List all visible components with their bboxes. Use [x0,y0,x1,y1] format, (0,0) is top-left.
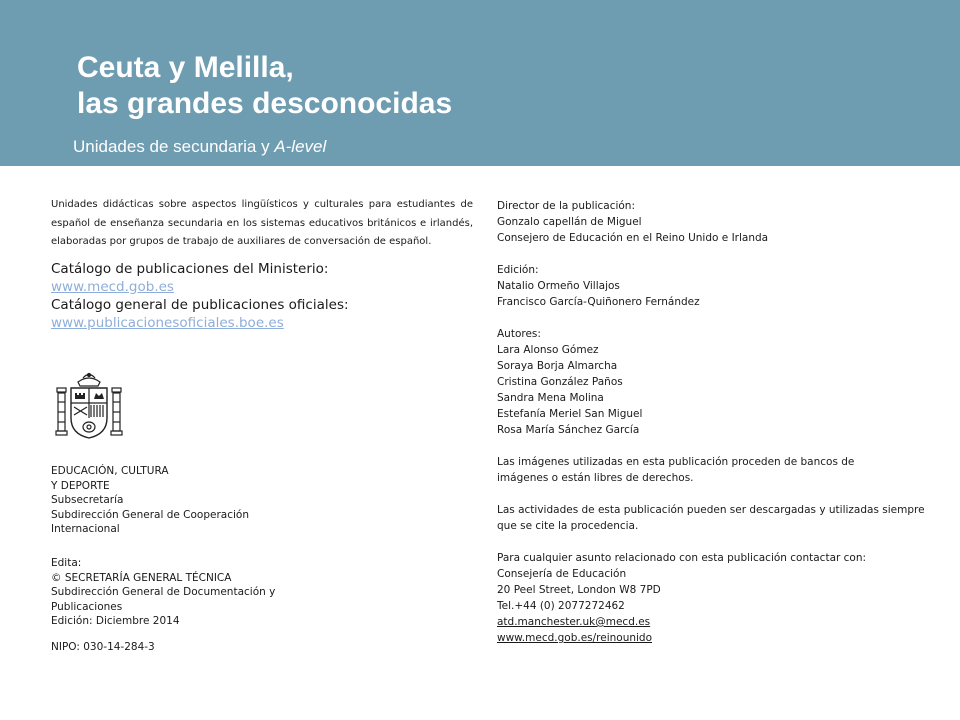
autores-line: Autores: [497,328,541,340]
autores-line: Soraya Borja Almarcha [497,360,618,372]
right-column [497,198,927,662]
contact-line: Consejería de Educación [497,568,627,580]
autores-line: Rosa María Sánchez García [497,424,640,436]
imagenes-line: Las imágenes utilizadas en esta publicación proceden de bancos de [497,456,855,468]
header-banner [0,0,960,166]
contact-section [497,550,927,646]
director-line: Gonzalo capellán de Miguel [497,216,642,228]
title-line-2: las grandes desconocidas [77,87,453,120]
ministry-line: Internacional [51,523,120,535]
title-line-1: Ceuta y Melilla, [77,51,294,84]
subtitle-prefix: Unidades de secundaria y [73,137,275,156]
spain-coat-of-arms-icon [54,372,124,442]
contact-web-link[interactable]: www.mecd.gob.es/reinounido [497,632,653,644]
edita-line: Publicaciones [51,600,123,613]
edita-line: Subdirección General de Documentación y [51,586,276,598]
nipo: NIPO: 030-14-284-3 [51,641,155,653]
description: Unidades didácticas sobre aspectos lingüísticos y culturales para estudiantes de español de enseñanza secundaria en los sistemas educativos británicos e irlandés, elaboradas por grupos de trabajo de auxiliares de conversación de español. [51,199,473,247]
subtitle-italic: A-level [274,137,327,156]
imagenes-line: imágenes o están libres de derechos. [497,472,694,484]
ministry-block [51,464,249,537]
contact-line: Para cualquier asunto relacionado con esta publicación contactar con: [497,552,867,564]
actividades-line: que se cite la procedencia. [497,520,639,532]
nipo-block [51,640,155,655]
catalog-section [51,260,473,332]
subtitle [73,136,326,158]
autores-line: Sandra Mena Molina [497,392,604,404]
imagenes-section [497,454,927,486]
edita-line: Edita: [51,557,82,569]
edicion-section [497,262,927,310]
page-title [77,50,452,122]
contact-email-link[interactable]: atd.manchester.uk@mecd.es [497,616,651,628]
edicion-line: Francisco García-Quiñonero Fernández [497,296,700,308]
edicion-line: Natalio Ormeño Villajos [497,280,620,292]
autores-line: Cristina González Paños [497,376,623,388]
autores-section [497,326,927,438]
contact-line: Tel.+44 (0) 2077272462 [497,600,625,612]
actividades-line: Las actividades de esta publicación pueden ser descargadas y utilizadas siempre [497,504,925,516]
edicion-line: Edición: [497,264,539,276]
director-line: Consejero de Educación en el Reino Unido e Irlanda [497,232,769,244]
catalog-link[interactable]: www.mecd.gob.es [51,278,174,295]
director-section [497,198,927,246]
left-column [51,196,473,332]
ministry-line: Subsecretaría [51,494,124,506]
autores-line: Estefanía Meriel San Miguel [497,408,643,420]
director-line: Director de la publicación: [497,200,636,212]
catalog-label: Catálogo de publicaciones del Ministerio: [51,260,329,277]
general-catalog-link[interactable]: www.publicacionesoficiales.boe.es [51,314,284,331]
edita-line: Edición: Diciembre 2014 [51,615,180,627]
general-catalog-label: Catálogo general de publicaciones oficiales: [51,296,349,313]
contact-line: 20 Peel Street, London W8 7PD [497,584,661,596]
actividades-section [497,502,927,534]
ministry-line: Y DEPORTE [51,479,110,492]
edita-block [51,556,275,629]
edita-line: © SECRETARÍA GENERAL TÉCNICA [51,571,232,584]
ministry-line: EDUCACIÓN, CULTURA [51,465,169,477]
ministry-line: Subdirección General de Cooperación [51,508,249,521]
autores-line: Lara Alonso Gómez [497,344,599,356]
